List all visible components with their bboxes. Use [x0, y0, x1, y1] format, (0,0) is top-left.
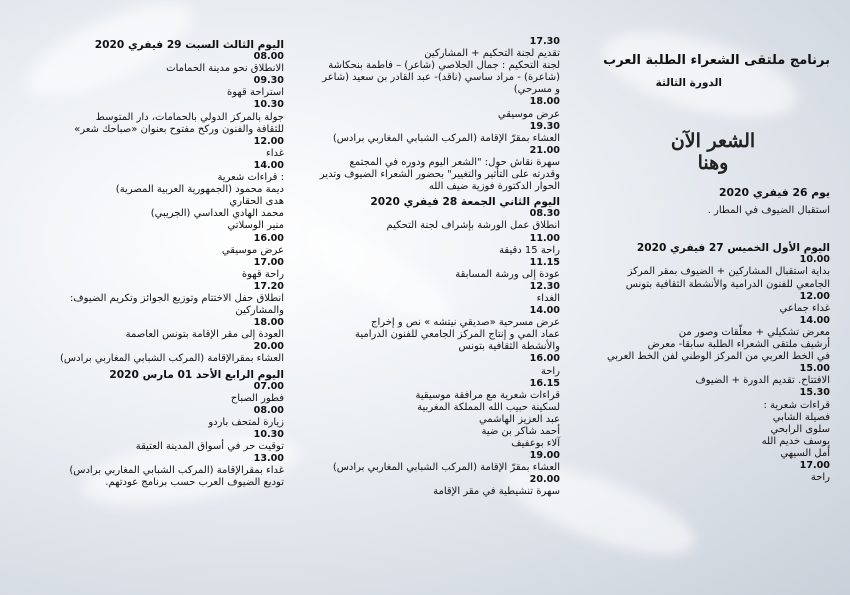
schedule-text: الافتتاح. تقديم الدورة + الضيوف	[695, 375, 830, 387]
schedule-text: (شاعرة) - مراد ساسي (ناقد)- عبد القادر بن سعيد (شاعر	[322, 72, 560, 84]
schedule-time: 08.00	[253, 51, 284, 63]
schedule-text: تقديم لجنة التحكيم + المشاركين	[424, 48, 560, 60]
schedule-text: عرض مسرحية «صديقي نيتشه » نص و إخراج	[370, 317, 560, 329]
day-heading: اليوم الأول الخميس 27 فيفري 2020	[636, 242, 830, 255]
schedule-text: هدى الحقاري	[229, 196, 284, 208]
schedule-text: محمد الهادي العداسي (الجريبي)	[150, 208, 284, 220]
edition-label: الدورة الثالثة	[655, 77, 722, 89]
schedule-time: 12.00	[799, 290, 830, 302]
schedule-text: الانطلاق نحو مدينة الحمامات	[166, 63, 284, 75]
schedule-time: 20.00	[253, 341, 284, 353]
schedule-time: 17.30	[529, 36, 560, 47]
schedule-list-right	[575, 254, 830, 484]
day-heading: اليوم الثالث السبت 29 فيفري 2020	[94, 39, 284, 51]
schedule-text: راحة قهوة	[241, 268, 284, 280]
schedule-time: 15.00	[799, 363, 830, 375]
schedule-text: : قراءات شعرية	[217, 172, 284, 184]
right-panel	[575, 53, 830, 484]
schedule-time: 17.00	[799, 459, 830, 471]
schedule-time: 19.00	[529, 450, 560, 462]
schedule-text: انطلاق عمل الورشة بإشراف لجنة التحكيم	[386, 220, 560, 232]
schedule-time: 14.00	[253, 159, 284, 171]
schedule-text: غداء بمقرالإقامة (المركب الشبابي المغاربي برادس)	[69, 465, 284, 477]
schedule-time: 16.15	[529, 377, 560, 389]
schedule-text: عبد العزيز الهاشمي	[478, 413, 560, 425]
schedule-time: 12.00	[253, 135, 284, 147]
schedule-time: 15.30	[799, 387, 830, 399]
schedule-time: 11.00	[529, 232, 560, 244]
schedule-time: 18.00	[253, 317, 284, 329]
schedule-time: 10.30	[253, 429, 284, 440]
schedule-time: 16.00	[529, 353, 560, 365]
schedule-text: سهرة تنشيطية في مقر الإقامة	[433, 486, 560, 498]
schedule-time: 10.30	[253, 99, 284, 111]
schedule-text: لسكينة حبيب الله المملكة المغربية	[417, 401, 560, 413]
schedule-text: زيارة لمتحف باردو	[208, 416, 284, 428]
schedule-text: العشاء بمقرّ الإقامة (المركب الشبابي المغاربي برادس)	[332, 462, 560, 474]
schedule-text: عرض موسيقي	[497, 108, 560, 120]
left-panel	[14, 36, 284, 489]
schedule-text: لجنة التحكيم : جمال الجلاصي (شاعر) – فاطمة بنحكاشة	[328, 60, 560, 72]
schedule-time: 14.00	[799, 314, 830, 326]
schedule-time: 12.30	[529, 280, 560, 292]
schedule-text: غداء جماعي	[779, 302, 830, 314]
schedule-list-left	[14, 39, 284, 489]
schedule-time: 07.00	[253, 380, 284, 392]
schedule-time: 19.30	[529, 120, 560, 132]
schedule-text: العشاء بمقرالإقامة (المركب الشبابي المغاربي برادس)	[60, 353, 284, 365]
schedule-time: 17.20	[253, 280, 284, 292]
schedule-text: و مسرحي)	[513, 84, 560, 96]
schedule-text: يوسف خديم الله	[761, 435, 830, 447]
schedule-time: 08.30	[529, 208, 560, 220]
schedule-text: والمشاركين	[235, 305, 284, 317]
schedule-text: ديمة محمود (الجمهورية العربية المصرية)	[115, 184, 284, 196]
schedule-text: للثقافة والفنون وركح مفتوح بعنوان «صباحك شعر»	[74, 123, 284, 135]
schedule-time: 18.00	[529, 96, 560, 108]
day-heading: يوم 26 فيفري 2020	[719, 186, 830, 200]
schedule-text: فطور الصباح	[230, 392, 284, 404]
schedule-time: 11.15	[529, 256, 560, 268]
schedule-text: توقيت حر في أسواق المدينة العتيقة	[135, 441, 284, 453]
schedule-time: 20.00	[529, 474, 560, 486]
schedule-text: قراءات شعرية مع مرافقة موسيقية	[415, 389, 560, 401]
schedule-text: استقبال الضيوف في المطار .	[707, 205, 830, 217]
schedule-text: عودة إلى ورشة المسابقة	[455, 268, 560, 280]
schedule-text: العشاء بمقرّ الإقامة (المركب الشبابي المغاربي برادس)	[332, 132, 560, 144]
schedule-time: 16.00	[253, 232, 284, 244]
schedule-text: راحة	[810, 472, 830, 484]
schedule-text: أمل السيهي	[780, 447, 830, 459]
schedule-text: قراءات شعرية :	[763, 399, 830, 411]
schedule-text: معرض تشكيلي + معلّقات وصور من	[678, 326, 830, 338]
schedule-text: أحمد شاكر بن ضية	[481, 426, 560, 437]
day-heading: اليوم الرابع الأحد 01 مارس 2020	[109, 368, 284, 381]
schedule-text: وقدرته على التأثير والتغيير" بحضور الشعراء الضيوف وتدير	[319, 169, 560, 181]
schedule-text: انطلاق حفل الاختتام وتوزيع الجوائز وتكريم الضيوف:	[69, 292, 284, 304]
schedule-text: والأنشطة الثقافية بتونس	[458, 341, 560, 353]
middle-panel	[290, 36, 560, 499]
schedule-time: 17.00	[253, 256, 284, 268]
schedule-text: آلاء بوعفيف	[511, 438, 560, 450]
schedule-text: راحة 15 دقيقة	[499, 244, 560, 256]
schedule-time: 13.00	[253, 453, 284, 465]
schedule-text: عماد المي و إنتاج المركز الجامعي للفنون الدرامية	[355, 329, 560, 341]
schedule-text: الجامعي للفنون الدرامية والأنشطة الثقافية بتونس	[625, 278, 830, 290]
day-heading: اليوم الثاني الجمعة 28 فيفري 2020	[370, 196, 560, 209]
schedule-text: الحوار الدكتورة فوزية ضيف الله	[428, 181, 560, 193]
schedule-time: 08.00	[253, 404, 284, 416]
schedule-text: بداية استقبال المشاركين + الضيوف بمقر المركز	[627, 266, 830, 278]
schedule-text: منير الوسلاتي	[227, 220, 284, 232]
schedule-text: عرض موسيقي	[221, 244, 284, 256]
schedule-text: في الخط العربي من المركز الوطني لفن الخط العربي	[606, 351, 830, 363]
schedule-text: راحة	[540, 365, 560, 377]
schedule-text: سلوى الرابحي	[770, 423, 830, 435]
schedule-text: جولة بالمركز الدولي بالحمامات، دار المتوسط	[95, 111, 284, 123]
schedule-time: 14.00	[529, 305, 560, 317]
schedule-text: سهرة نقاش حول: "الشعر اليوم ودوره في المجتمع	[349, 156, 560, 168]
program-title: برنامج ملتقى الشعراء الطلبة العرب	[603, 53, 830, 68]
schedule-text: العودة إلى مقر الإقامة بتونس العاصمة	[125, 329, 284, 341]
schedule-text: أرشيف ملتقى الشعراء الطلبة سابقا- معرض	[647, 339, 830, 351]
schedule-list-middle	[290, 36, 560, 499]
slogan-calligraphy: الشعر الآن وهنا	[670, 130, 756, 174]
schedule-text: استراحة قهوة	[227, 87, 284, 99]
schedule-time: 09.30	[253, 75, 284, 87]
schedule-text: توديع الضيوف العرب حسب برنامج عودتهم.	[105, 477, 284, 489]
schedule-time: 10.00	[799, 254, 830, 266]
schedule-text: غداء	[266, 147, 284, 159]
schedule-text: فصيلة الشابي	[772, 411, 830, 423]
schedule-text: الغداء	[536, 292, 560, 304]
schedule-time: 21.00	[529, 144, 560, 156]
